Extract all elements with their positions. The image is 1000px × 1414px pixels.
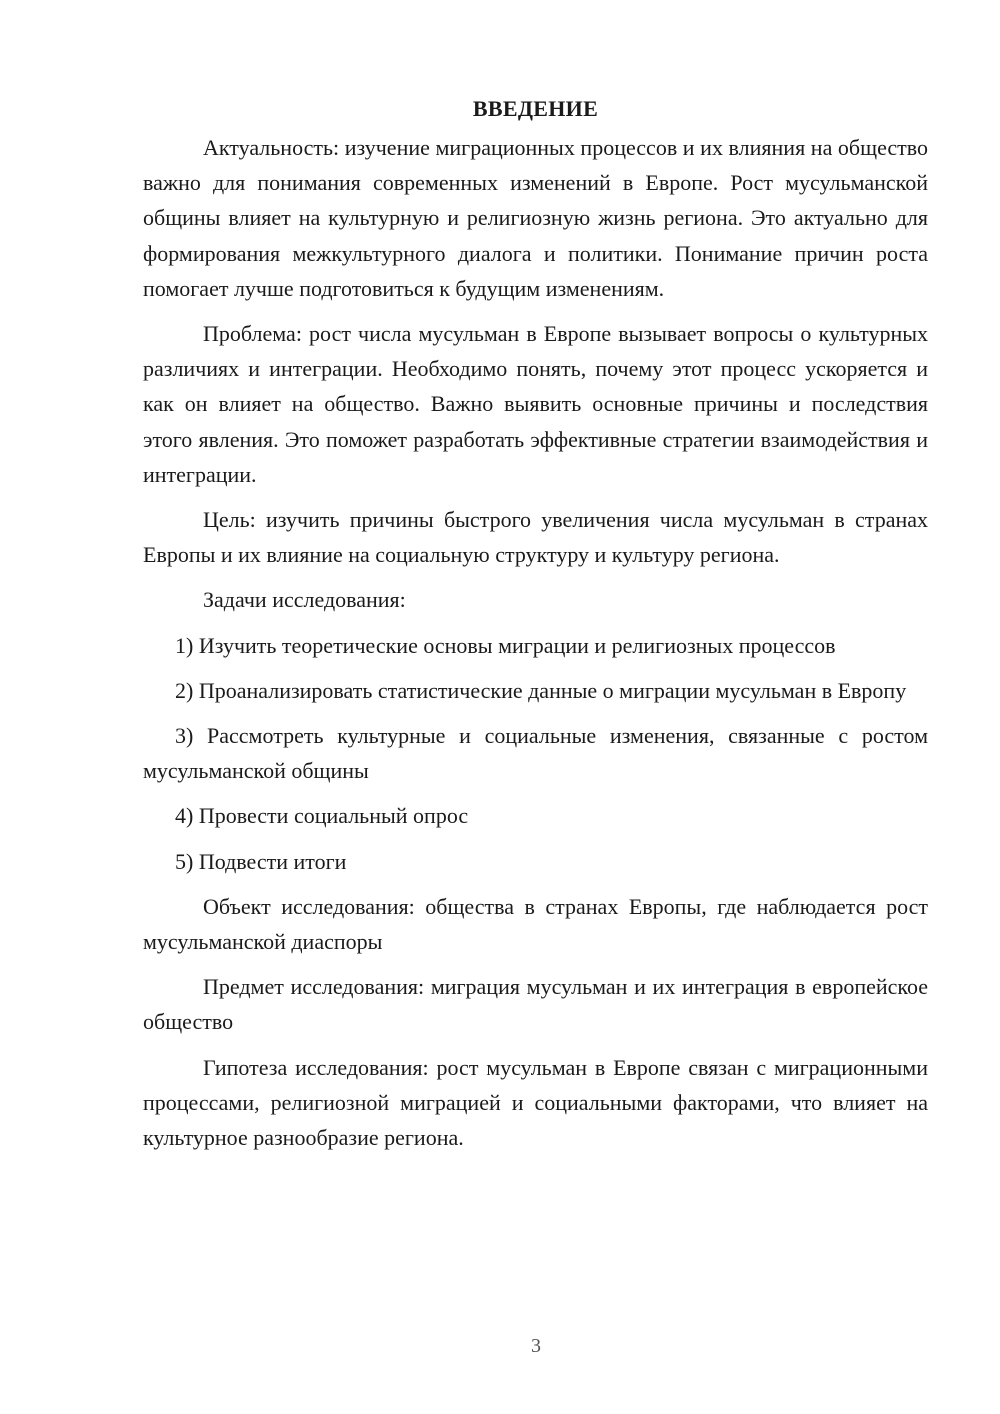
tasks-heading: Задачи исследования: [203,587,406,613]
task-item-4: 4) Провести социальный опрос [175,803,469,829]
relevance-paragraph: Актуальность: изучение миграционных процессов и их влияния на общество важно для понимания современных изменений в Европе. Рост мусульманской общины влияет на культурную и религиозную жизнь региона. Это актуально для формирования межкультурного диалога и политики. Понимание причин роста помогает лучше подготовиться к будущим изменениям. [143,135,928,301]
page-number: 3 [531,1335,541,1357]
task-item-1: 1) Изучить теоретические основы миграции и религиозных процессов [175,632,836,658]
document-title: ВВЕДЕНИЕ [472,96,599,121]
task-item-3: 3) Рассмотреть культурные и социальные изменения, связанные с ростом мусульманской общины [143,723,928,784]
task-item-5: 5) Подвести итоги [175,848,347,874]
hypothesis-paragraph: Гипотеза исследования: рост мусульман в Европе связан с миграционными процессами, религиозной миграцией и социальными факторами, что влияет на культурное разнообразие региона. [143,1054,928,1151]
document-page [143,92,928,1165]
task-item-2: 2) Проанализировать статистические данные о миграции мусульман в Европу [175,677,907,703]
subject-paragraph: Предмет исследования: миграция мусульман и их интеграция в европейское общество [143,974,928,1035]
object-paragraph: Объект исследования: общества в странах Европы, где наблюдается рост мусульманской диаспоры [143,893,928,955]
problem-paragraph: Проблема: рост числа мусульман в Европе вызывает вопросы о культурных различиях и интеграции. Необходимо понять, почему этот процесс ускоряется и как он влияет на общество. Важно выявить основные причины и последствия этого явления. Это поможет разработать эффективные стратегии взаимодействия и интеграции. [143,321,928,487]
goal-paragraph: Цель: изучить причины быстрого увеличения числа мусульман в странах Европы и их влияние на социальную структуру и культуру региона. [143,507,928,568]
